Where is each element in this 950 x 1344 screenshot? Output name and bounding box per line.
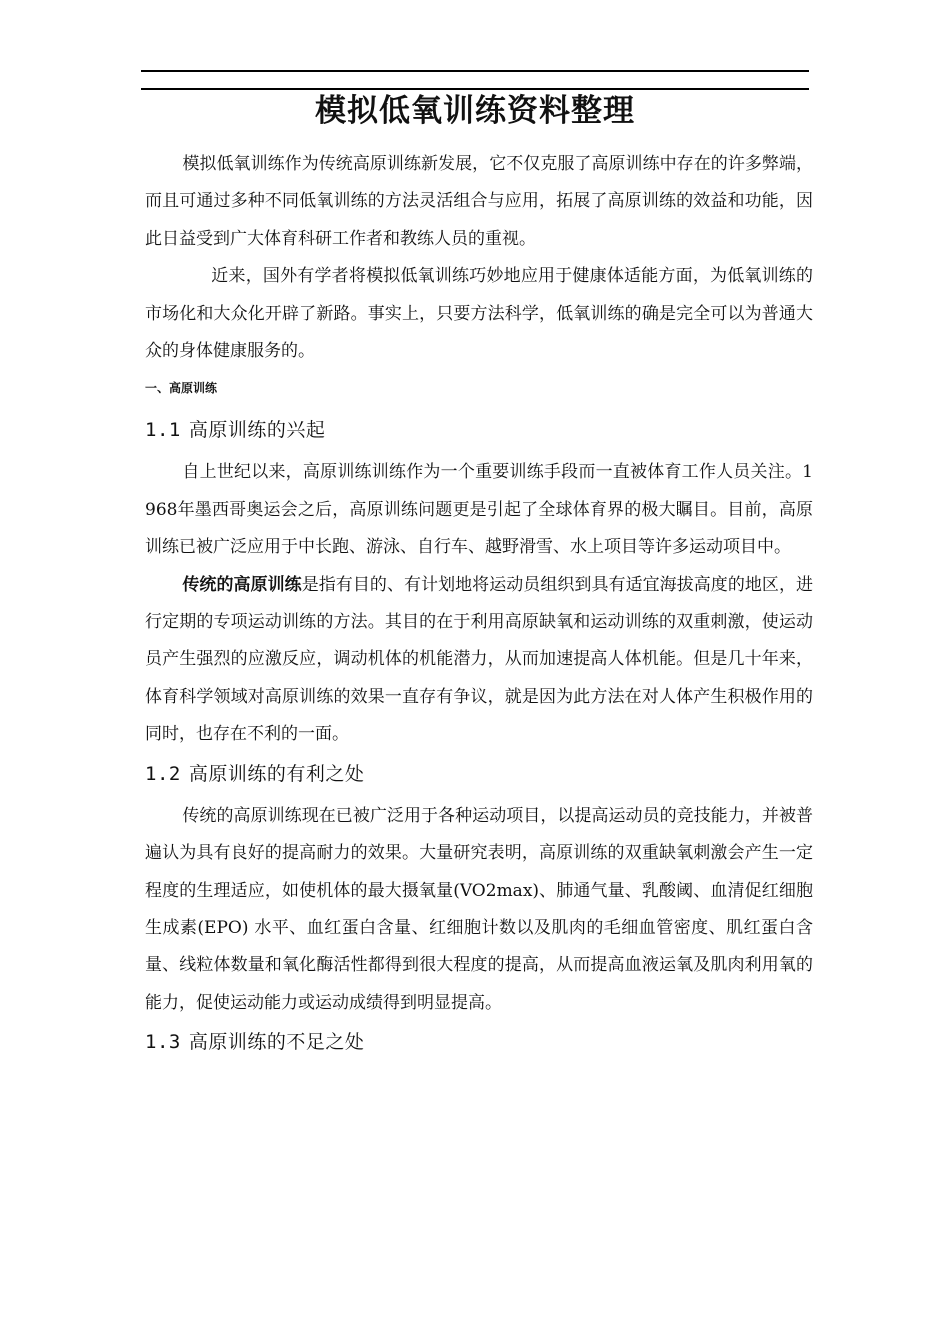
subsection-number: 1.2 bbox=[145, 762, 181, 785]
subsection-1-1-paragraph-1: 自上世纪以来，高原训练训练作为一个重要训练手段而一直被体育工作人员关注。1968年墨西哥奥运会之后，高原训练问题更是引起了全球体育界的极大瞩目。目前，高原训练已被广泛应用于中长跑、游泳、自行车、越野滑雪、水上项目等许多运动项目中。 bbox=[145, 462, 813, 558]
subsection-1-2-heading bbox=[145, 756, 813, 792]
defined-term: 传统的高原训练 bbox=[182, 574, 302, 595]
subsection-1-3-heading bbox=[145, 1024, 813, 1060]
document-body bbox=[145, 146, 813, 1066]
subsection-title: 高原训练的兴起 bbox=[188, 419, 326, 442]
subsection-1-2-paragraph-1: 传统的高原训练现在已被广泛用于各种运动项目，以提高运动员的竞技能力，并被普遍认为具有良好的提高耐力的效果。大量研究表明，高原训练的双重缺氧刺激会产生一定程度的生理适应，如使机体的最大摄氧量(VO2max)、肺通气量、乳酸阈、血清促红细胞生成素(EPO) 水平、血红蛋白含量、红细胞计数以及肌肉的毛细血管密度、肌红蛋白含量、线粒体数量和氧化酶活性都得到很大程度的提高，从而提高血液运氧及肌肉利用氧的能力，促使运动能力或运动成绩得到明显提高。 bbox=[145, 805, 813, 1013]
intro-paragraph-1: 模拟低氧训练作为传统高原训练新发展，它不仅克服了高原训练中存在的许多弊端，而且可通过多种不同低氧训练的方法灵活组合与应用，拓展了高原训练的效益和功能，因此日益受到广大体育科研工作者和教练人员的重视。 bbox=[145, 154, 813, 249]
subsection-1-1-paragraph-2 bbox=[145, 567, 813, 754]
intro-paragraph-2: 近来，国外有学者将模拟低氧训练巧妙地应用于健康体适能方面，为低氧训练的市场化和大众化开辟了新路。事实上，只要方法科学，低氧训练的确是完全可以为普通大众的身体健康服务的。 bbox=[145, 266, 813, 362]
subsection-number: 1.3 bbox=[145, 1031, 181, 1054]
subsection-number: 1.1 bbox=[145, 419, 181, 442]
subsection-1-1-heading bbox=[145, 412, 813, 448]
document-title: 模拟低氧训练资料整理 bbox=[315, 93, 635, 129]
subsection-title: 高原训练的有利之处 bbox=[188, 762, 365, 785]
header-rule-top bbox=[141, 70, 809, 72]
subsection-title: 高原训练的不足之处 bbox=[188, 1031, 365, 1054]
paragraph-text: 是指有目的、有计划地将运动员组织到具有适宜海拔高度的地区，进行定期的专项运动训练的方法。其目的在于利用高原缺氧和运动训练的双重刺激，使运动员产生强烈的应激反应，调动机体的机能潜力，从而加速提高人体机能。但是几十年来，体育科学领域对高原训练的效果一直存有争议，就是因为此方法在对人体产生积极作用的同时，也存在不利的一面。 bbox=[145, 574, 814, 745]
section-1-label: 一、高原训练 bbox=[145, 381, 218, 396]
